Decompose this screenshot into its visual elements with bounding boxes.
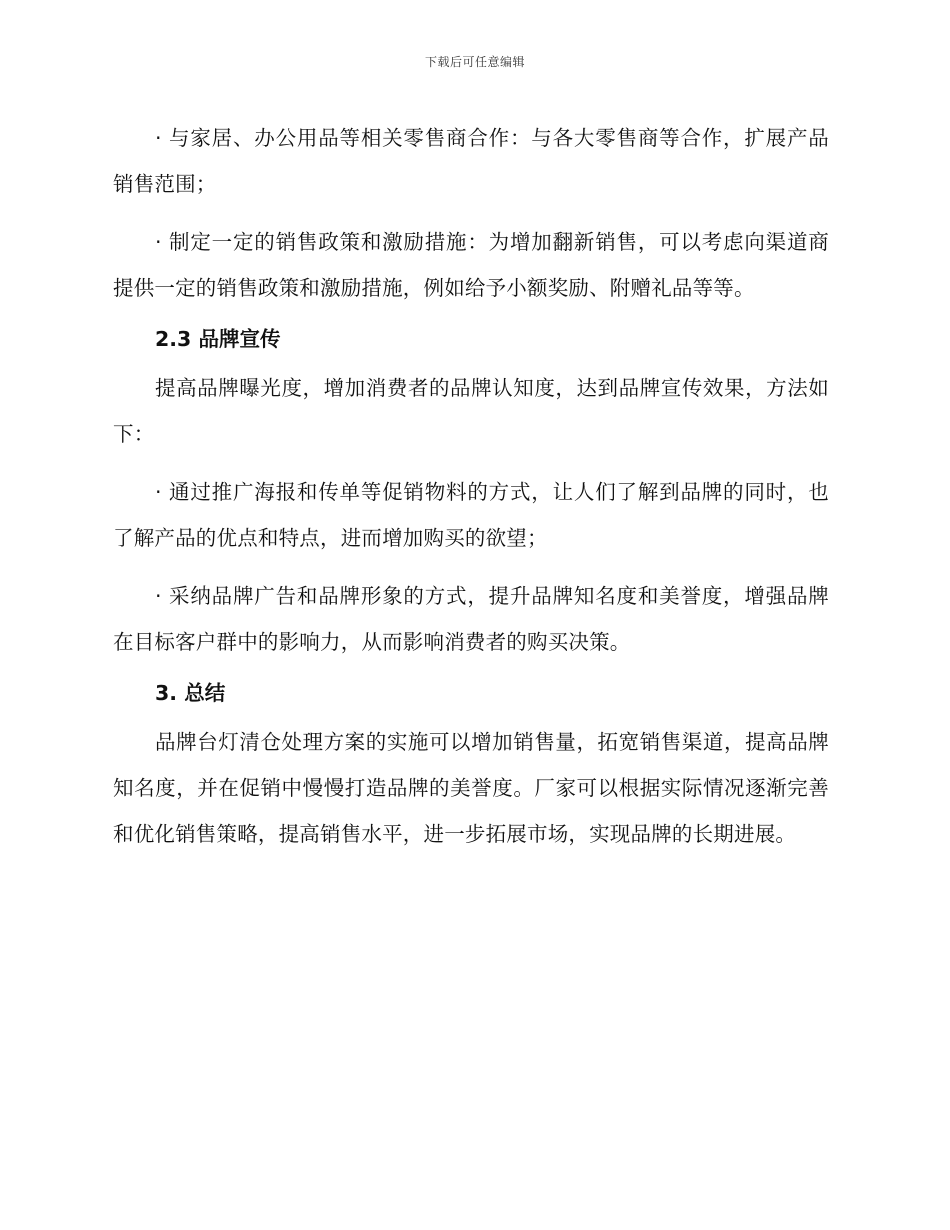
section-heading-brand-promotion: 2.3 品牌宣传 [155, 327, 281, 351]
bullet-paragraph-brand-ads: · 采纳品牌广告和品牌形象的方式，提升品牌知名度和美誉度，增强品牌在目标客户群中的影响力，从而影响消费者的购买决策。 [113, 584, 829, 654]
bullet-paragraph-posters-flyers: · 通过推广海报和传单等促销物料的方式，让人们了解到品牌的同时，也了解产品的优点和特点，进而增加购买的欲望； [113, 480, 829, 550]
document-body [113, 115, 829, 857]
paragraph-brand-exposure: 提高品牌曝光度，增加消费者的品牌认知度，达到品牌宣传效果，方法如下： [113, 376, 829, 446]
bullet-paragraph-sales-policy: · 制定一定的销售政策和激励措施：为增加翻新销售，可以考虑向渠道商提供一定的销售政策和激励措施，例如给予小额奖励、附赠礼品等等。 [113, 230, 829, 300]
section-heading-summary: 3. 总结 [155, 681, 226, 705]
paragraph-summary: 品牌台灯清仓处理方案的实施可以增加销售量，拓宽销售渠道，提高品牌知名度，并在促销中慢慢打造品牌的美誉度。厂家可以根据实际情况逐渐完善和优化销售策略，提高销售水平，进一步拓展市场，实现品牌的长期进展。 [113, 730, 829, 846]
page-header: 下载后可任意编辑 [424, 55, 525, 69]
bullet-paragraph-retail-partners: · 与家居、办公用品等相关零售商合作：与各大零售商等合作，扩展产品销售范围； [113, 126, 829, 196]
